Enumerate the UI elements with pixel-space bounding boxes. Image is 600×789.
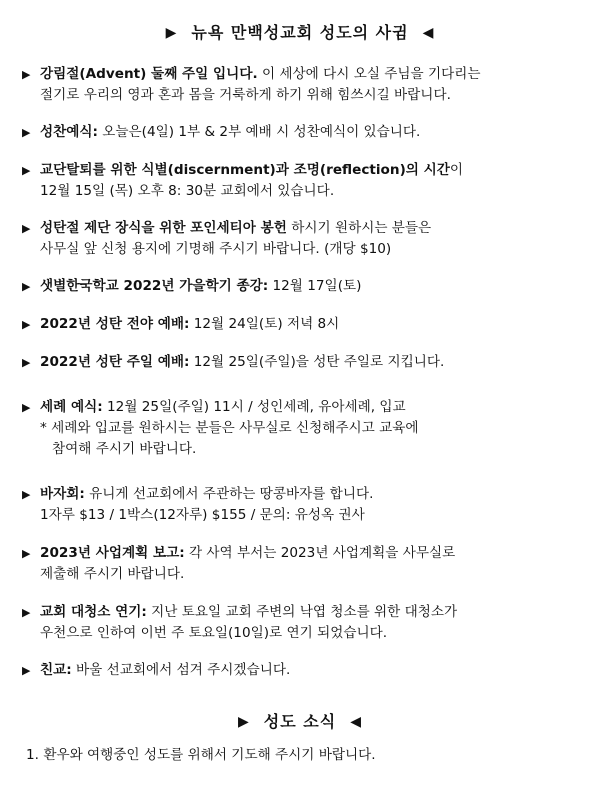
bullet-icon: ▶ <box>22 126 31 139</box>
item-text-line2: 우천으로 인하여 이번 주 토요일(10일)로 연기 되었습니다. <box>40 625 388 641</box>
list-item <box>22 543 592 585</box>
item-heading: 2023년 사업계획 보고: <box>40 545 185 561</box>
item-heading: 2022년 성탄 전야 예배: <box>40 316 190 332</box>
item-heading: 교회 대청소 연기: <box>40 604 147 620</box>
right-triangle-icon: ▶ <box>238 714 250 730</box>
item-heading: 친교: <box>40 662 72 678</box>
item-text: 지난 토요일 교회 주변의 낙엽 청소를 위한 대청소가 <box>146 604 458 620</box>
item-heading: 바자회: <box>40 486 85 502</box>
item-heading: 성탄절 제단 장식을 위한 포인세티아 봉헌 <box>40 220 287 236</box>
list-item <box>22 122 592 143</box>
item-text-line2: 절기로 우리의 영과 혼과 몸을 거룩하게 하기 위해 힘쓰시길 바랍니다. <box>40 87 451 103</box>
left-triangle-icon: ◀ <box>350 714 362 730</box>
bullet-icon: ▶ <box>22 606 31 619</box>
item-text: 환우와 여행중인 성도를 위해서 기도해 주시기 바랍니다. <box>43 747 376 763</box>
list-item <box>22 218 592 260</box>
list-item <box>22 314 592 335</box>
item-heading: 교단탈퇴를 위한 식별(discernment)과 조명(reflection)의 시간 <box>40 162 450 178</box>
item-text-line2: 1자루 $13 / 1박스(12자루) $155 / 문의: 유성옥 권사 <box>40 507 365 523</box>
bullet-icon: ▶ <box>22 318 31 331</box>
bullet-icon: ▶ <box>22 547 31 560</box>
item-text: 오늘은(4일) 1부 & 2부 예배 시 성찬예식이 있습니다. <box>97 124 421 140</box>
bullet-icon: ▶ <box>22 280 31 293</box>
right-triangle-icon: ▶ <box>165 25 178 41</box>
section-title <box>0 709 600 732</box>
list-item <box>22 602 592 644</box>
item-text: 12월 24일(토) 저녁 8시 <box>189 316 340 332</box>
item-text: 각 사역 부서는 2023년 사업계획을 사무실로 <box>184 545 456 561</box>
item-text: 12월 25일(주일) 11시 / 성인세례, 유아세례, 입교 <box>102 399 406 415</box>
item-text: 12월 25일(주일)을 성탄 주일로 지킵니다. <box>189 354 445 370</box>
list-item <box>26 745 596 766</box>
page-title <box>0 20 600 43</box>
item-note: * 세례와 입교를 원하시는 분들은 사무실로 신청해주시고 교육에 <box>40 420 419 436</box>
item-heading: 세례 예식: <box>40 399 103 415</box>
item-heading: 샛별한국학교 2022년 가을학기 종강: <box>40 278 269 294</box>
item-text: 유니게 선교회에서 주관하는 땅콩바자를 합니다. <box>84 486 374 502</box>
list-item <box>22 484 592 526</box>
item-text-line2: 사무실 앞 신청 용지에 기명해 주시기 바랍니다. (개당 $10) <box>40 241 392 257</box>
item-text: 12월 17일(토) <box>268 278 362 294</box>
item-text: 이 <box>449 162 464 178</box>
item-text: 바울 선교회에서 섬겨 주시겠습니다. <box>71 662 291 678</box>
item-note-line2: 참여해 주시기 바랍니다. <box>52 441 197 457</box>
item-text: 이 세상에 다시 오실 주님을 기다리는 <box>257 66 481 82</box>
item-text-line2: 제출해 주시기 바랍니다. <box>40 566 185 582</box>
item-heading: 2022년 성탄 주일 예배: <box>40 354 190 370</box>
list-item <box>22 660 592 681</box>
list-item <box>22 276 592 297</box>
list-item <box>22 352 592 373</box>
bullet-icon: ▶ <box>22 164 31 177</box>
item-text-line2: 12월 15일 (목) 오후 8: 30분 교회에서 있습니다. <box>40 183 335 199</box>
list-item <box>22 397 592 460</box>
bullet-icon: ▶ <box>22 401 31 414</box>
item-number: 1. <box>26 747 39 763</box>
bullet-icon: ▶ <box>22 222 31 235</box>
item-text: 하시기 원하시는 분들은 <box>286 220 432 236</box>
page-title-text: 뉴욕 만백성교회 성도의 사귐 <box>191 23 409 42</box>
bullet-icon: ▶ <box>22 664 31 677</box>
section-title-text: 성도 소식 <box>263 712 337 731</box>
bullet-icon: ▶ <box>22 68 31 81</box>
item-heading: 강림절(Advent) 둘째 주일 입니다. <box>40 66 258 82</box>
left-triangle-icon: ◀ <box>422 25 435 41</box>
list-item <box>22 64 592 106</box>
list-item <box>22 160 592 202</box>
bullet-icon: ▶ <box>22 488 31 501</box>
item-heading: 성찬예식: <box>40 124 98 140</box>
bullet-icon: ▶ <box>22 356 31 369</box>
